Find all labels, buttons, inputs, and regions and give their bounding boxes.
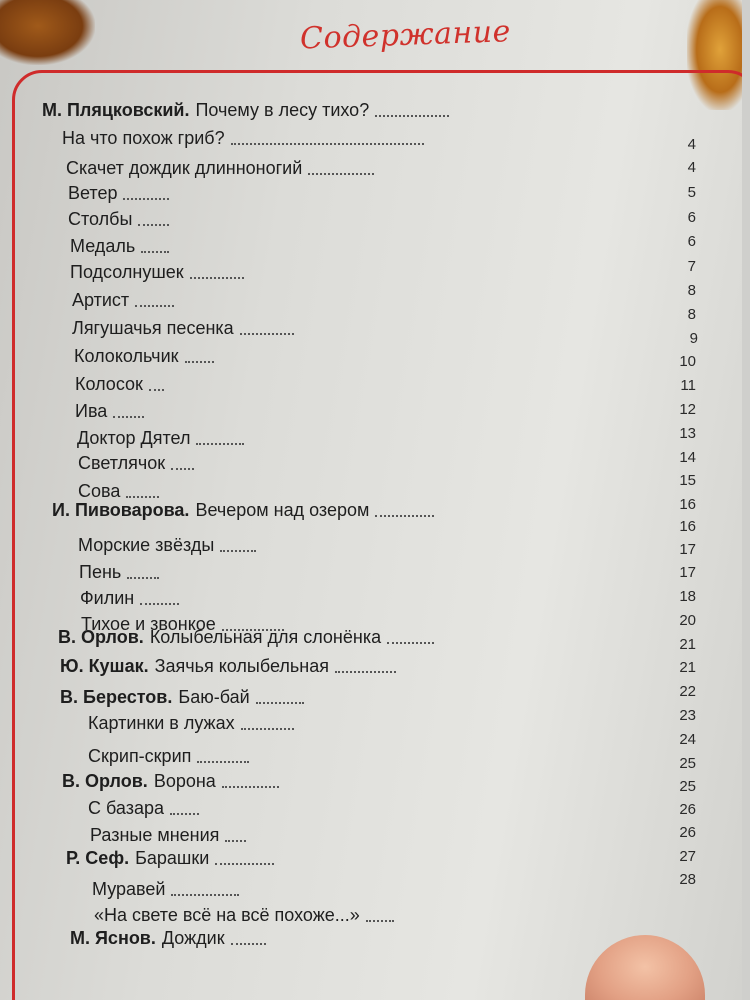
entry-title: Почему в лесу тихо? xyxy=(195,100,370,120)
toc-entry xyxy=(90,825,252,846)
dot-leader xyxy=(366,920,394,922)
entry-title: Заячья колыбельная xyxy=(154,656,329,676)
entry-title: «На свете всё на всё похоже...» xyxy=(94,905,360,925)
page-number: 5 xyxy=(687,184,696,201)
entry-title: Ворона xyxy=(153,771,216,791)
toc-entry xyxy=(66,158,380,179)
entry-title: Разные мнения xyxy=(90,825,220,845)
toc-entry xyxy=(77,428,250,449)
dot-leader xyxy=(231,143,424,145)
toc-entry xyxy=(70,928,272,949)
dot-leader xyxy=(197,761,249,763)
entry-title: Скрип-скрип xyxy=(88,746,192,766)
page-number: 21 xyxy=(679,636,696,653)
entry-title: Ветер xyxy=(68,183,118,203)
entry-title: Баю-бай xyxy=(178,687,250,707)
toc-entry xyxy=(88,798,205,819)
entry-author: Ю. Кушак. xyxy=(60,656,149,676)
dot-leader xyxy=(171,894,239,896)
dot-leader xyxy=(127,577,159,579)
toc-entry xyxy=(60,687,310,708)
dot-leader xyxy=(135,305,174,307)
entry-title: Подсолнушек xyxy=(70,262,184,282)
toc-entry xyxy=(92,879,245,900)
entry-title: Артист xyxy=(72,290,130,310)
dot-leader xyxy=(375,115,449,117)
page-number: 15 xyxy=(679,472,696,489)
page-number: 27 xyxy=(679,848,696,865)
toc-entry xyxy=(79,562,165,583)
toc-entry xyxy=(70,236,175,257)
entry-title: На что похож гриб? xyxy=(62,128,225,148)
entry-title: Колокольчик xyxy=(74,346,179,366)
toc-entry xyxy=(60,656,402,677)
dot-leader xyxy=(149,389,164,391)
entry-author: В. Берестов. xyxy=(60,687,173,707)
entry-author: И. Пивоварова. xyxy=(52,500,190,520)
entry-title: Светлячок xyxy=(78,453,166,473)
dot-leader xyxy=(113,416,144,418)
dot-leader xyxy=(308,173,374,175)
toc-entry xyxy=(58,627,440,648)
toc-entry xyxy=(75,401,150,422)
toc-entry xyxy=(80,588,185,609)
dot-leader xyxy=(231,943,266,945)
toc-entry xyxy=(88,713,300,734)
entry-title: Лягушачья песенка xyxy=(72,318,234,338)
page-number: 6 xyxy=(687,209,696,226)
toc-entry xyxy=(62,128,430,149)
page-number: 24 xyxy=(679,731,696,748)
page-number: 8 xyxy=(687,282,696,299)
page-number: 4 xyxy=(687,159,696,176)
toc-entry xyxy=(75,374,170,395)
entry-title: Сова xyxy=(78,481,121,501)
entry-title: Муравей xyxy=(92,879,166,899)
page-number: 16 xyxy=(679,518,696,535)
page-number: 6 xyxy=(687,233,696,250)
toc-entry xyxy=(72,290,180,311)
entry-title: Филин xyxy=(80,588,135,608)
entry-title: Картинки в лужах xyxy=(88,713,235,733)
page-number: 8 xyxy=(687,306,696,323)
dot-leader xyxy=(222,786,279,788)
entry-title: Доктор Дятел xyxy=(77,428,191,448)
dot-leader xyxy=(140,603,179,605)
page-number: 7 xyxy=(687,258,696,275)
entry-author: М. Яснов. xyxy=(70,928,156,948)
page-number: 14 xyxy=(679,449,696,466)
dot-leader xyxy=(240,333,294,335)
page-number: 20 xyxy=(679,612,696,629)
entry-title: Скачет дождик длинноногий xyxy=(66,158,303,178)
page-number: 13 xyxy=(679,425,696,442)
toc-entry xyxy=(66,848,280,869)
page-number: 18 xyxy=(679,588,696,605)
toc-entry xyxy=(70,262,250,283)
toc-entry xyxy=(68,183,175,204)
entry-title: Морские звёзды xyxy=(78,535,215,555)
toc-entry xyxy=(94,905,400,926)
entry-title: Ива xyxy=(75,401,108,421)
toc-entry xyxy=(52,500,440,521)
dot-leader xyxy=(241,728,294,730)
page-number: 26 xyxy=(679,801,696,818)
page-number: 21 xyxy=(679,659,696,676)
dot-leader xyxy=(196,443,244,445)
entry-author: М. Пляцковский. xyxy=(42,100,190,120)
page-number: 11 xyxy=(680,377,696,394)
dot-leader xyxy=(123,198,169,200)
page-number: 16 xyxy=(679,496,696,513)
entry-author: В. Орлов. xyxy=(58,627,144,647)
dot-leader xyxy=(185,361,215,363)
toc-entry xyxy=(78,535,262,556)
entry-title: Тихое и звонкое xyxy=(81,614,216,634)
toc-entry xyxy=(42,100,455,121)
page-number: 12 xyxy=(679,401,696,418)
entry-title: Колосок xyxy=(75,374,143,394)
entry-title: С базара xyxy=(88,798,164,818)
dot-leader xyxy=(170,813,199,815)
entry-title: Барашки xyxy=(135,848,210,868)
toc-entry xyxy=(72,318,300,339)
toc-entry xyxy=(68,209,175,230)
dot-leader xyxy=(375,515,434,517)
dot-leader xyxy=(141,251,169,253)
toc-entry xyxy=(88,746,255,767)
toc-entry xyxy=(62,771,285,792)
contents-heading: Содержание xyxy=(299,14,512,57)
dot-leader xyxy=(335,671,396,673)
page-number: 22 xyxy=(679,683,696,700)
page-number: 23 xyxy=(679,707,696,724)
dot-leader xyxy=(126,496,159,498)
page-number: 28 xyxy=(679,871,696,888)
entry-title: Пень xyxy=(79,562,122,582)
entry-title: Колыбельная для слонёнка xyxy=(149,627,382,647)
toc-entry xyxy=(78,453,200,474)
entry-title: Дождик xyxy=(161,928,225,948)
entry-title: Медаль xyxy=(70,236,136,256)
dot-leader xyxy=(138,224,169,226)
page-number: 10 xyxy=(679,353,696,370)
dot-leader xyxy=(220,550,256,552)
toc-entry xyxy=(78,481,165,502)
page-number: 17 xyxy=(679,541,696,558)
dot-leader xyxy=(190,277,244,279)
page-number: 9 xyxy=(689,330,698,347)
dot-leader xyxy=(215,863,274,865)
page-number: 25 xyxy=(679,778,696,795)
entry-author: Р. Сеф. xyxy=(66,848,130,868)
dot-leader xyxy=(171,468,194,470)
page-number: 4 xyxy=(687,136,696,153)
entry-author: В. Орлов. xyxy=(62,771,148,791)
toc-entry xyxy=(74,346,220,367)
dot-leader xyxy=(387,642,434,644)
page-number: 17 xyxy=(679,564,696,581)
page-number: 25 xyxy=(679,755,696,772)
entry-title: Вечером над озером xyxy=(195,500,370,520)
entry-title: Столбы xyxy=(68,209,133,229)
page-number: 26 xyxy=(679,824,696,841)
dot-leader xyxy=(256,702,304,704)
dot-leader xyxy=(225,840,246,842)
